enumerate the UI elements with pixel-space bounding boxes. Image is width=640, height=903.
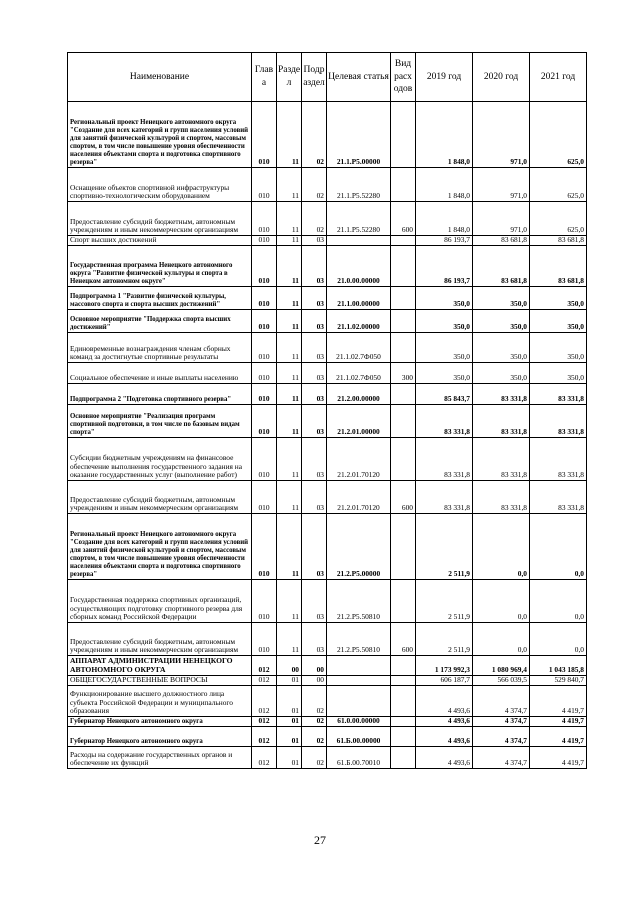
row-chapter: 010	[252, 384, 277, 405]
row-chapter: 010	[252, 405, 277, 438]
row-2021: 4 419,7	[530, 747, 587, 769]
row-name: Социальное обеспечение и иные выплаты населению	[68, 363, 252, 384]
row-2020: 566 039,5	[473, 676, 530, 686]
row-2020: 83 681,8	[473, 236, 530, 246]
table-row	[68, 363, 587, 384]
row-subsection: 02	[302, 686, 327, 717]
row-chapter: 012	[252, 727, 277, 747]
row-2020: 0,0	[473, 623, 530, 656]
table-row	[68, 747, 587, 769]
table-row	[68, 202, 587, 236]
row-target	[327, 656, 391, 676]
row-name: Предоставление субсидий бюджетным, автономным учреждениям и иным некоммерческим организациям	[68, 481, 252, 514]
row-2021: 4 419,7	[530, 727, 587, 747]
row-2020: 350,0	[473, 310, 530, 333]
table-row	[68, 686, 587, 717]
row-name: Подпрограмма 2 "Подготовка спортивного резерва"	[68, 384, 252, 405]
row-chapter: 010	[252, 168, 277, 202]
table-row	[68, 246, 587, 287]
row-2019: 2 511,9	[416, 580, 473, 623]
row-section: 11	[277, 102, 302, 168]
row-subsection: 03	[302, 623, 327, 656]
table-row	[68, 481, 587, 514]
row-target: 21.2.01.70120	[327, 438, 391, 481]
row-name: Региональный проект Ненецкого автономного округа "Создание для всех категорий и групп населения условий для занятий физической культурой и спортом, массовым спортом, в том числе повышение уровня обеспеченности населения объектами спорта и подготовка спортивного резерва"	[68, 102, 252, 168]
row-2021: 350,0	[530, 287, 587, 310]
row-2021: 350,0	[530, 310, 587, 333]
row-2019: 1 173 992,3	[416, 656, 473, 676]
row-section: 11	[277, 363, 302, 384]
row-expense-type	[391, 676, 416, 686]
row-2019: 350,0	[416, 310, 473, 333]
row-subsection: 03	[302, 310, 327, 333]
table-row	[68, 580, 587, 623]
row-chapter: 010	[252, 363, 277, 384]
row-expense-type: 600	[391, 202, 416, 236]
row-section: 01	[277, 747, 302, 769]
row-2021: 4 419,7	[530, 717, 587, 727]
row-chapter: 010	[252, 438, 277, 481]
row-2021: 1 043 185,8	[530, 656, 587, 676]
row-section: 01	[277, 676, 302, 686]
row-2019: 86 193,7	[416, 246, 473, 287]
row-section: 11	[277, 405, 302, 438]
row-target: 21.2.00.00000	[327, 384, 391, 405]
row-2020: 4 374,7	[473, 747, 530, 769]
row-2020: 83 681,8	[473, 246, 530, 287]
row-2019: 2 511,9	[416, 514, 473, 580]
row-target: 21.2.01.70120	[327, 481, 391, 514]
row-expense-type	[391, 405, 416, 438]
table-row	[68, 676, 587, 686]
row-name: АППАРАТ АДМИНИСТРАЦИИ НЕНЕЦКОГО АВТОНОМНОГО ОКРУГА	[68, 656, 252, 676]
row-expense-type	[391, 310, 416, 333]
row-2019: 1 848,0	[416, 102, 473, 168]
header-target: Целевая статья	[327, 53, 391, 102]
row-subsection: 02	[302, 717, 327, 727]
row-2021: 83 331,8	[530, 405, 587, 438]
row-2021: 4 419,7	[530, 686, 587, 717]
row-section: 11	[277, 623, 302, 656]
row-expense-type	[391, 236, 416, 246]
row-subsection: 03	[302, 236, 327, 246]
row-chapter: 010	[252, 236, 277, 246]
row-2020: 83 331,8	[473, 481, 530, 514]
row-subsection: 00	[302, 676, 327, 686]
row-2021: 625,0	[530, 202, 587, 236]
row-2020: 83 331,8	[473, 405, 530, 438]
table-row	[68, 727, 587, 747]
row-target: 21.1.02.7Ф050	[327, 363, 391, 384]
row-subsection: 03	[302, 514, 327, 580]
row-section: 00	[277, 656, 302, 676]
row-2019: 4 493,6	[416, 717, 473, 727]
row-2021: 625,0	[530, 168, 587, 202]
row-chapter: 010	[252, 481, 277, 514]
row-subsection: 03	[302, 580, 327, 623]
row-chapter: 012	[252, 717, 277, 727]
row-2019: 4 493,6	[416, 727, 473, 747]
row-2019: 1 848,0	[416, 202, 473, 236]
row-name: Расходы на содержание государственных органов и обеспечение их функций	[68, 747, 252, 769]
row-target: 61.0.00.00000	[327, 717, 391, 727]
table-row	[68, 405, 587, 438]
row-2020: 83 331,8	[473, 438, 530, 481]
row-chapter: 010	[252, 202, 277, 236]
row-subsection: 03	[302, 438, 327, 481]
row-name: Региональный проект Ненецкого автономного округа "Создание для всех категорий и групп населения условий для занятий физической культурой и спортом, массовым спортом, в том числе повышение уровня обеспеченности населения объектами спорта и подготовка спортивного резерва"	[68, 514, 252, 580]
row-2019: 2 511,9	[416, 623, 473, 656]
header-chapter: Глав а	[252, 53, 277, 102]
row-2021: 83 331,8	[530, 438, 587, 481]
row-target	[327, 236, 391, 246]
row-expense-type	[391, 717, 416, 727]
row-name: Подпрограмма 1 "Развитие физической культуры, массового спорта и спорта высших достижений"	[68, 287, 252, 310]
row-section: 01	[277, 727, 302, 747]
header-2019: 2019 год	[416, 53, 473, 102]
row-section: 11	[277, 481, 302, 514]
row-2019: 4 493,6	[416, 686, 473, 717]
row-expense-type: 600	[391, 481, 416, 514]
table-row	[68, 623, 587, 656]
row-section: 11	[277, 310, 302, 333]
row-chapter: 010	[252, 580, 277, 623]
row-expense-type	[391, 686, 416, 717]
row-name: Государственная программа Ненецкого автономного округа "Развитие физической культуры и спорта в Ненецком автономном округе"	[68, 246, 252, 287]
row-chapter: 012	[252, 676, 277, 686]
row-section: 01	[277, 686, 302, 717]
row-2019: 4 493,6	[416, 747, 473, 769]
row-subsection: 02	[302, 202, 327, 236]
row-name: Единовременные вознаграждения членам сборных команд за достигнутые спортивные результаты	[68, 333, 252, 363]
header-section: Разде л	[277, 53, 302, 102]
row-target: 61.Б.00.00000	[327, 727, 391, 747]
table-row	[68, 333, 587, 363]
table-row	[68, 384, 587, 405]
row-2019: 86 193,7	[416, 236, 473, 246]
row-subsection: 02	[302, 102, 327, 168]
table-row	[68, 236, 587, 246]
row-subsection: 03	[302, 333, 327, 363]
row-expense-type	[391, 514, 416, 580]
row-2021: 83 681,8	[530, 236, 587, 246]
table-row	[68, 717, 587, 727]
row-subsection: 03	[302, 384, 327, 405]
table-row	[68, 168, 587, 202]
table-row	[68, 514, 587, 580]
row-section: 11	[277, 384, 302, 405]
row-2021: 350,0	[530, 363, 587, 384]
row-name: Функционирование высшего должностного лица субъекта Российской Федерации и муниципального образования	[68, 686, 252, 717]
header-2021: 2021 год	[530, 53, 587, 102]
row-name: Губернатор Ненецкого автономного округа	[68, 717, 252, 727]
row-target: 21.1.02.7Ф050	[327, 333, 391, 363]
row-expense-type	[391, 727, 416, 747]
row-chapter: 010	[252, 310, 277, 333]
row-2020: 971,0	[473, 102, 530, 168]
row-section: 11	[277, 202, 302, 236]
row-expense-type	[391, 747, 416, 769]
row-2021: 83 331,8	[530, 481, 587, 514]
row-name: Субсидии бюджетным учреждениям на финансовое обеспечение выполнения государственного задания на оказание государственных услуг (выполнение работ)	[68, 438, 252, 481]
row-2019: 83 331,8	[416, 438, 473, 481]
row-2021: 625,0	[530, 102, 587, 168]
row-target: 21.1.Р5.52280	[327, 168, 391, 202]
table-row	[68, 656, 587, 676]
row-expense-type	[391, 438, 416, 481]
row-2020: 0,0	[473, 514, 530, 580]
row-2021: 83 681,8	[530, 246, 587, 287]
row-subsection: 02	[302, 727, 327, 747]
row-name: Губернатор Ненецкого автономного округа	[68, 727, 252, 747]
row-2020: 971,0	[473, 168, 530, 202]
row-2021: 0,0	[530, 514, 587, 580]
row-section: 01	[277, 717, 302, 727]
row-expense-type	[391, 287, 416, 310]
row-2020: 350,0	[473, 287, 530, 310]
row-chapter: 010	[252, 623, 277, 656]
row-chapter: 012	[252, 656, 277, 676]
row-expense-type	[391, 656, 416, 676]
row-section: 11	[277, 514, 302, 580]
row-2019: 350,0	[416, 363, 473, 384]
row-section: 11	[277, 333, 302, 363]
row-2021: 0,0	[530, 623, 587, 656]
header-subsection: Подр аздел	[302, 53, 327, 102]
budget-table	[67, 52, 587, 769]
row-2020: 350,0	[473, 333, 530, 363]
row-expense-type	[391, 580, 416, 623]
row-target	[327, 676, 391, 686]
row-name: Основное мероприятие "Поддержка спорта высших достижений"	[68, 310, 252, 333]
table-row	[68, 287, 587, 310]
row-section: 11	[277, 287, 302, 310]
row-2019: 83 331,8	[416, 481, 473, 514]
row-subsection: 03	[302, 405, 327, 438]
header-name: Наименование	[68, 53, 252, 102]
row-section: 11	[277, 236, 302, 246]
row-chapter: 010	[252, 333, 277, 363]
row-subsection: 03	[302, 246, 327, 287]
row-target: 21.1.Р5.52280	[327, 202, 391, 236]
table-header	[68, 53, 587, 102]
row-chapter: 010	[252, 287, 277, 310]
row-2021: 0,0	[530, 580, 587, 623]
page-number: 27	[314, 833, 326, 847]
row-2019: 606 187,7	[416, 676, 473, 686]
row-name: Государственная поддержка спортивных организаций, осуществляющих подготовку спортивного резерва для сборных команд Российской Федерации	[68, 580, 252, 623]
row-target: 21.2.Р5.00000	[327, 514, 391, 580]
table-body	[68, 102, 587, 769]
row-2019: 85 843,7	[416, 384, 473, 405]
row-name: Предоставление субсидий бюджетным, автономным учреждениям и иным некоммерческим организациям	[68, 202, 252, 236]
row-chapter: 010	[252, 514, 277, 580]
row-target: 21.2.01.00000	[327, 405, 391, 438]
row-2020: 0,0	[473, 580, 530, 623]
row-2021: 350,0	[530, 333, 587, 363]
table-row	[68, 438, 587, 481]
header-2020: 2020 год	[473, 53, 530, 102]
row-expense-type	[391, 333, 416, 363]
row-expense-type	[391, 246, 416, 287]
row-subsection: 03	[302, 481, 327, 514]
row-chapter: 010	[252, 102, 277, 168]
row-expense-type	[391, 384, 416, 405]
table-row	[68, 310, 587, 333]
row-2020: 83 331,8	[473, 384, 530, 405]
row-target: 21.1.00.00000	[327, 287, 391, 310]
row-2019: 1 848,0	[416, 168, 473, 202]
row-subsection: 03	[302, 287, 327, 310]
row-2021: 83 331,8	[530, 384, 587, 405]
row-2019: 350,0	[416, 333, 473, 363]
row-2020: 4 374,7	[473, 727, 530, 747]
row-section: 11	[277, 168, 302, 202]
row-2020: 4 374,7	[473, 717, 530, 727]
row-target: 21.0.00.00000	[327, 246, 391, 287]
row-name: ОБЩЕГОСУДАРСТВЕННЫЕ ВОПРОСЫ	[68, 676, 252, 686]
header-expense-type: Вид расх одов	[391, 53, 416, 102]
row-target	[327, 686, 391, 717]
row-2020: 1 080 969,4	[473, 656, 530, 676]
row-chapter: 010	[252, 246, 277, 287]
row-name: Предоставление субсидий бюджетным, автономным учреждениям и иным некоммерческим организациям	[68, 623, 252, 656]
table-row	[68, 102, 587, 168]
row-2020: 4 374,7	[473, 686, 530, 717]
row-chapter: 012	[252, 747, 277, 769]
row-subsection: 02	[302, 747, 327, 769]
row-target: 21.1.Р5.00000	[327, 102, 391, 168]
row-section: 11	[277, 580, 302, 623]
row-target: 61.Б.00.70010	[327, 747, 391, 769]
row-target: 21.2.Р5.50810	[327, 580, 391, 623]
row-chapter: 012	[252, 686, 277, 717]
row-name: Спорт высших достижений	[68, 236, 252, 246]
row-2020: 350,0	[473, 363, 530, 384]
row-section: 11	[277, 246, 302, 287]
row-expense-type	[391, 102, 416, 168]
row-name: Основное мероприятие "Реализация программ спортивной подготовки, в том числе по базовым видам спорта"	[68, 405, 252, 438]
row-name: Оснащение объектов спортивной инфраструктуры спортивно-технологическим оборудованием	[68, 168, 252, 202]
row-target: 21.1.02.00000	[327, 310, 391, 333]
row-section: 11	[277, 438, 302, 481]
row-subsection: 03	[302, 363, 327, 384]
row-2020: 971,0	[473, 202, 530, 236]
row-2019: 83 331,8	[416, 405, 473, 438]
row-subsection: 02	[302, 168, 327, 202]
row-expense-type: 300	[391, 363, 416, 384]
row-2021: 529 840,7	[530, 676, 587, 686]
row-expense-type	[391, 168, 416, 202]
row-subsection: 00	[302, 656, 327, 676]
row-2019: 350,0	[416, 287, 473, 310]
row-target: 21.2.Р5.50810	[327, 623, 391, 656]
row-expense-type: 600	[391, 623, 416, 656]
